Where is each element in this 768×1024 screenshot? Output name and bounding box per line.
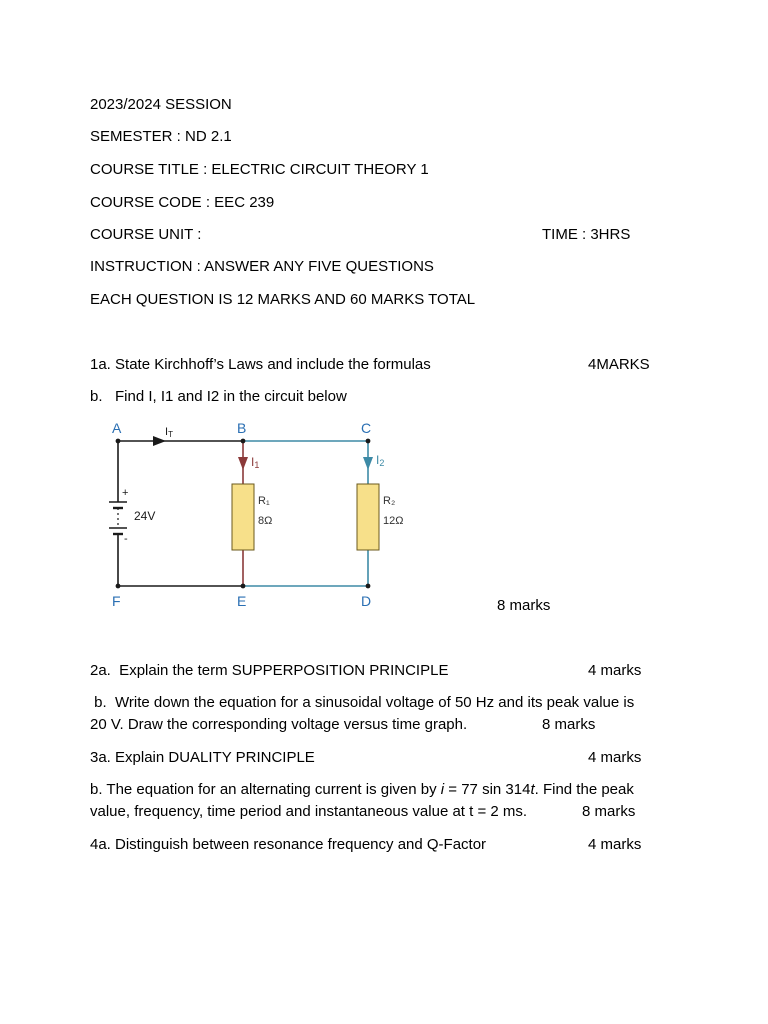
question-2b-line-1: b. Write down the equation for a sinusoidal voltage of 50 Hz and its peak value is [90,694,635,711]
question-2b-line-2: 20 V. Draw the corresponding voltage versus time graph. [90,716,468,733]
instruction-line: INSTRUCTION : ANSWER ANY FIVE QUESTIONS [90,258,434,275]
session-line: 2023/2024 SESSION [90,96,232,113]
question-1a: 1a. State Kirchhoff’s Laws and include the formulas [90,356,431,373]
i2-label: I2 [376,453,385,468]
i1-label: I1 [251,455,260,470]
node-a-dot [116,439,121,444]
question-3a: 3a. Explain DUALITY PRINCIPLE [90,749,315,766]
battery-symbol [109,502,127,534]
i2-arrow-icon [363,457,373,470]
marks-note-line: EACH QUESTION IS 12 MARKS AND 60 MARKS TOTAL [90,291,476,308]
i1-arrow-icon [238,457,248,470]
r1-name-label: R₁ [258,495,270,507]
question-2a-marks: 4 marks [588,662,642,679]
node-a-label: A [112,420,122,436]
time-line: TIME : 3HRS [542,226,631,243]
question-1b-marks: 8 marks [497,597,551,614]
question-2b-marks: 8 marks [542,716,596,733]
node-d-label: D [361,593,372,609]
question-3b-marks: 8 marks [582,803,636,820]
total-current-label: IT [165,426,173,439]
question-1a-marks: 4MARKS [588,356,650,373]
battery-plus-label: + [122,487,129,499]
question-3a-marks: 4 marks [588,749,642,766]
node-d-dot [366,584,371,589]
course-title-line: COURSE TITLE : ELECTRIC CIRCUIT THEORY 1 [90,161,429,178]
circuit-diagram [100,416,420,616]
course-code-line: COURSE CODE : EEC 239 [90,194,275,211]
question-4a-marks: 4 marks [588,836,642,853]
question-3b-line-2: value, frequency, time period and instantaneous value at t = 2 ms. [90,803,528,820]
r2-name-label: R₂ [383,495,396,507]
r1-value-label: 8Ω [258,515,273,527]
question-4a: 4a. Distinguish between resonance frequency and Q-Factor [90,836,487,853]
r2-value-label: 12Ω [383,515,404,527]
semester-line: SEMESTER : ND 2.1 [90,128,232,145]
node-e-dot [241,584,246,589]
node-f-label: F [112,593,121,609]
node-b-label: B [237,420,247,436]
node-b-dot [241,439,246,444]
question-1b: b. Find I, I1 and I2 in the circuit below [90,388,347,405]
question-3b-line-1: b. The equation for an alternating current is given by i = 77 sin 314t. Find the peak [90,781,634,798]
course-unit-line: COURSE UNIT : [90,226,202,243]
resistor-r1 [232,484,254,550]
battery-minus-label: - [124,533,128,545]
question-2a: 2a. Explain the term SUPPERPOSITION PRINCIPLE [90,662,449,679]
node-f-dot [116,584,121,589]
resistor-r2 [357,484,379,550]
node-c-dot [366,439,371,444]
node-c-label: C [361,420,372,436]
node-e-label: E [237,593,247,609]
battery-voltage-label: 24V [134,509,156,523]
